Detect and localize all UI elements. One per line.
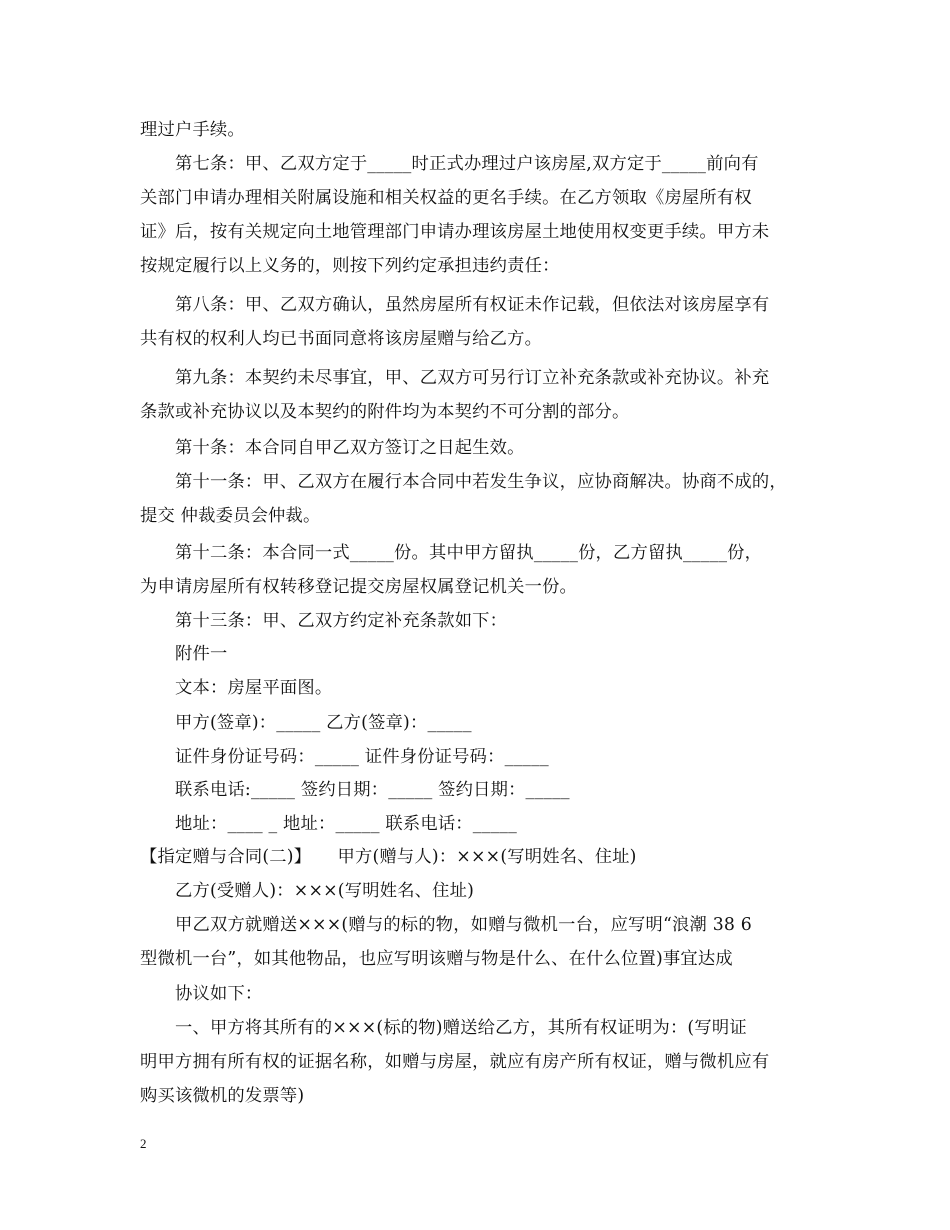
clause-12: 第十二条：本合同一式_____份。其中甲方留执_____份，乙方留执_____份，	[175, 543, 763, 563]
clause-8: 第八条：甲、乙双方确认，虽然房屋所有权证未作记载，但依法对该房屋享有	[175, 295, 770, 315]
text-line: 甲乙双方就赠送×××(赠与的标的物，如赠与微机一台，应写明“浪潮 38 6	[175, 915, 752, 935]
text-line: 型微机一台”，如其他物品，也应写明该赠与物是什么、在什么位置)事宜达成	[140, 949, 733, 969]
clause-9: 第九条：本契约未尽事宜，甲、乙双方可另行订立补充条款或补充协议。补充	[175, 368, 770, 388]
clause-13: 第十三条：甲、乙双方约定补充条款如下：	[175, 611, 508, 631]
text-line: 购买该微机的发票等)	[140, 1086, 305, 1106]
address-line: 地址：____ _ 地址：_____ 联系电话：_____	[175, 814, 517, 834]
text-line: 按规定履行以上义务的，则按下列约定承担违约责任：	[140, 256, 560, 276]
text-line: 一、甲方将其所有的×××(标的物)赠送给乙方，其所有权证明为：(写明证	[175, 1018, 747, 1038]
id-number-line: 证件身份证号码：_____ 证件身份证号码：_____	[175, 747, 549, 767]
text-line: 为申请房屋所有权转移登记提交房屋权属登记机关一份。	[140, 577, 578, 597]
clause-11: 第十一条：甲、乙双方在履行本合同中若发生争议，应协商解决。协商不成的，	[175, 472, 787, 492]
text-line: 理过户手续。	[140, 120, 245, 140]
text-line: 提交 仲裁委员会仲裁。	[140, 506, 321, 526]
text-line: 证》后，按有关规定向土地管理部门申请办理该房屋土地使用权变更手续。甲方未	[140, 222, 770, 242]
text-line: 共有权的权利人均已书面同意将该房屋赠与给乙方。	[140, 329, 543, 349]
text-line: 明甲方拥有所有权的证据名称，如赠与房屋，就应有房产所有权证，赠与微机应有	[140, 1052, 770, 1072]
text-line: 条款或补充协议以及本契约的附件均为本契约不可分割的部分。	[140, 402, 630, 422]
page-number: 2	[140, 1136, 147, 1151]
text-line: 协议如下：	[175, 984, 263, 1004]
contact-date-line: 联系电话:_____ 签约日期：_____ 签约日期：_____	[175, 780, 570, 800]
text-line: 文本：房屋平面图。	[175, 678, 333, 698]
clause-7: 第七条：甲、乙双方定于_____时正式办理过户该房屋,双方定于_____前向有	[175, 154, 759, 174]
text-line: 关部门申请办理相关附属设施和相关权益的更名手续。在乙方领取《房屋所有权	[140, 188, 752, 208]
clause-10: 第十条：本合同自甲乙双方签订之日起生效。	[175, 438, 525, 458]
text-line: 乙方(受赠人)：×××(写明姓名、住址)	[175, 881, 475, 901]
signature-line: 甲方(签章)：_____ 乙方(签章)：_____	[175, 713, 472, 733]
section-heading: 【指定赠与合同(二)】 甲方(赠与人)：×××(写明姓名、住址)	[140, 847, 637, 867]
attachment-heading: 附件一	[175, 644, 228, 664]
